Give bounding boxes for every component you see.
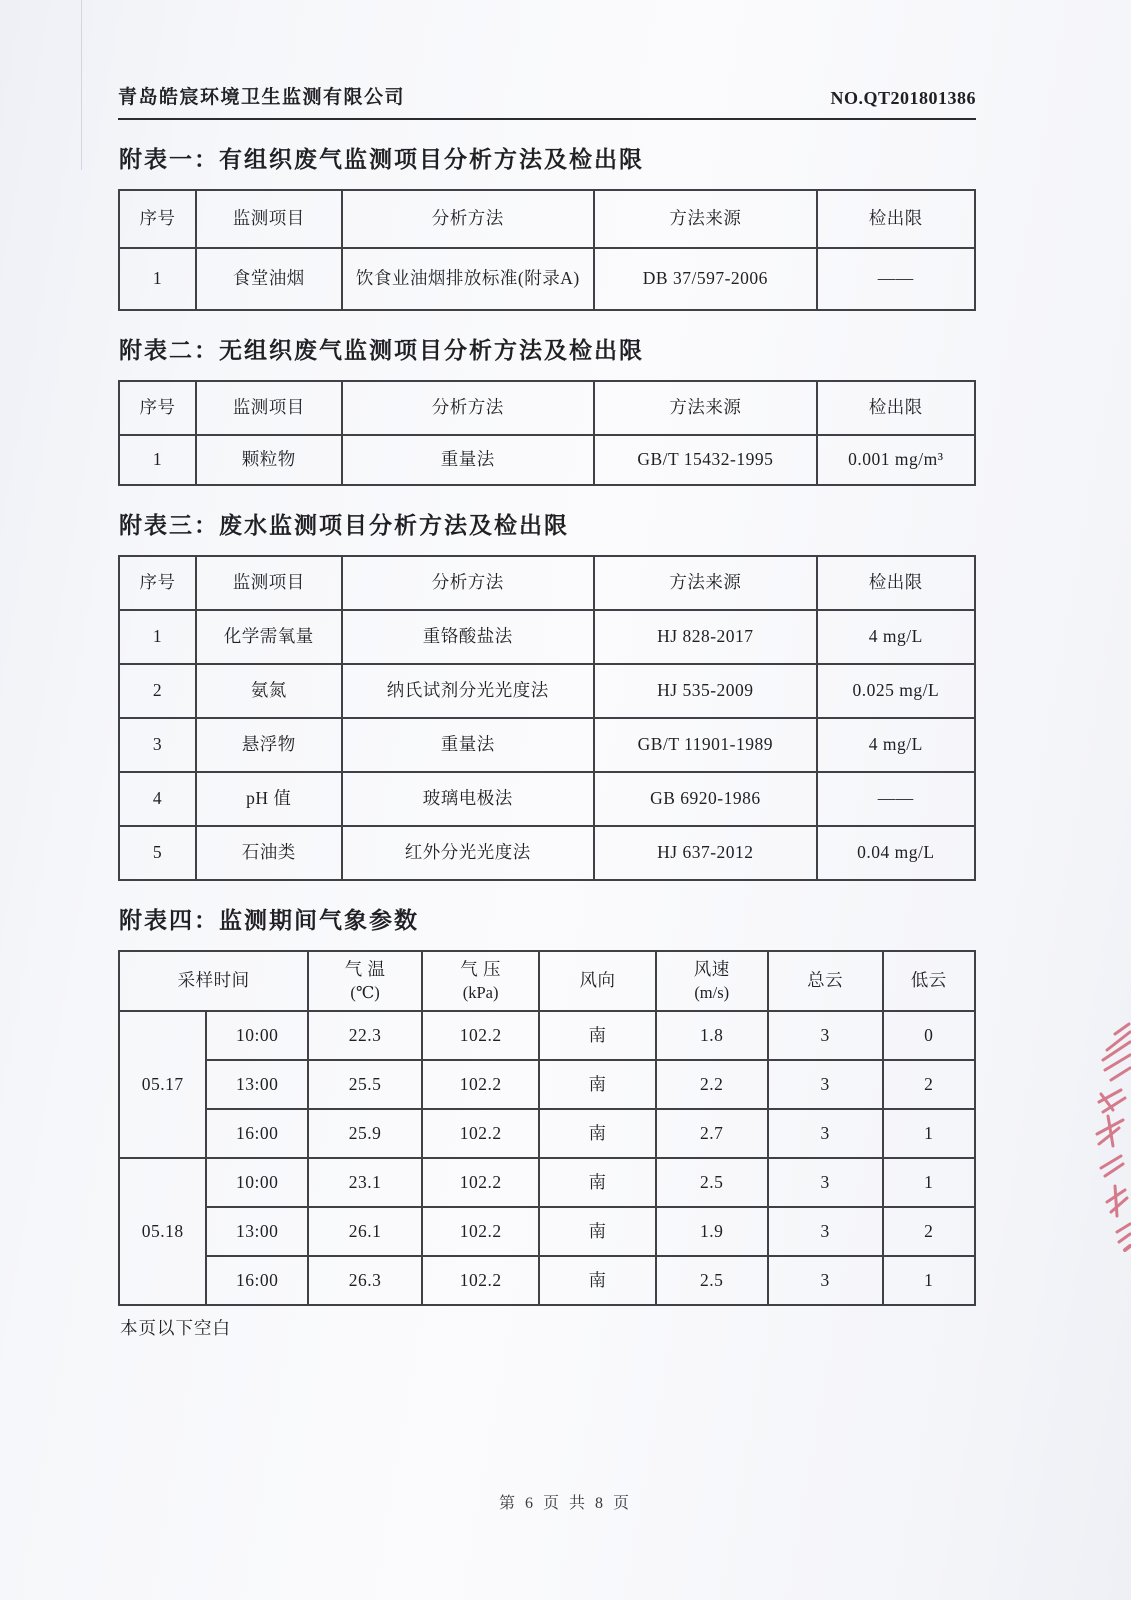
header-seq: 序号 [119, 190, 196, 248]
header-detection-limit: 检出限 [817, 190, 975, 248]
table-row [119, 1207, 975, 1256]
cell-temperature: 22.3 [308, 1011, 422, 1060]
cell-temperature: 23.1 [308, 1158, 422, 1207]
cell-temperature: 26.1 [308, 1207, 422, 1256]
cell-source: HJ 828-2017 [594, 610, 817, 664]
cell-temperature: 25.5 [308, 1060, 422, 1109]
cell-source: GB 6920-1986 [594, 772, 817, 826]
header-item: 监测项目 [196, 556, 342, 610]
header-wind-speed-label: 风速 [693, 958, 730, 979]
cell-source: GB/T 15432-1995 [594, 435, 817, 485]
header-source: 方法来源 [594, 190, 817, 248]
cell-temperature: 26.3 [308, 1256, 422, 1305]
report-number: NO.QT201801386 [830, 88, 976, 108]
cell-wind-speed: 2.2 [656, 1060, 768, 1109]
header-pressure-unit: (kPa) [462, 983, 499, 1003]
cell-detection-limit: 0.04 mg/L [817, 826, 975, 880]
cell-time: 16:00 [206, 1109, 308, 1158]
cell-method: 重量法 [342, 718, 595, 772]
header-sample-time: 采样时间 [119, 951, 308, 1011]
header-seq: 序号 [119, 381, 196, 435]
cell-time: 13:00 [206, 1060, 308, 1109]
cell-total-cloud: 3 [768, 1256, 883, 1305]
cell-low-cloud: 1 [883, 1109, 976, 1158]
cell-total-cloud: 3 [768, 1109, 883, 1158]
cell-seq: 1 [119, 435, 196, 485]
cell-low-cloud: 1 [883, 1256, 976, 1305]
cell-temperature: 25.9 [308, 1109, 422, 1158]
cell-item: 氨氮 [196, 664, 342, 718]
header-low-cloud: 低云 [883, 951, 976, 1011]
cell-wind-direction: 南 [539, 1011, 655, 1060]
table-row [119, 435, 975, 485]
table-row [119, 610, 975, 664]
cell-pressure: 102.2 [422, 1256, 539, 1305]
cell-item: 石油类 [196, 826, 342, 880]
table-row [119, 826, 975, 880]
section-title-1: 附表一：有组织废气监测项目分析方法及检出限 [119, 147, 644, 172]
cell-wind-direction: 南 [539, 1060, 655, 1109]
fugitive-exhaust-table [118, 380, 976, 486]
weather-table [118, 950, 976, 1306]
section-title-4: 附表四：监测期间气象参数 [119, 908, 419, 933]
red-stamp-fragment [1055, 1018, 1131, 1254]
cell-wind-speed: 2.5 [656, 1158, 768, 1207]
cell-item: pH 值 [196, 772, 342, 826]
cell-total-cloud: 3 [768, 1207, 883, 1256]
cell-source: HJ 535-2009 [594, 664, 817, 718]
cell-seq: 1 [119, 248, 196, 310]
header-wind-direction: 风向 [539, 951, 655, 1011]
cell-pressure: 102.2 [422, 1207, 539, 1256]
cell-method: 重铬酸盐法 [342, 610, 595, 664]
cell-source: HJ 637-2012 [594, 826, 817, 880]
header-pressure [422, 951, 539, 1011]
cell-detection-limit: —— [817, 772, 975, 826]
header-total-cloud: 总云 [768, 951, 883, 1011]
table-header-row [119, 381, 975, 435]
section-title-3: 附表三：废水监测项目分析方法及检出限 [119, 513, 569, 538]
header-item: 监测项目 [196, 190, 342, 248]
cell-item: 悬浮物 [196, 718, 342, 772]
page-number: 第 6 页 共 8 页 [498, 1495, 632, 1512]
cell-seq: 4 [119, 772, 196, 826]
table-row [119, 664, 975, 718]
cell-pressure: 102.2 [422, 1011, 539, 1060]
cell-pressure: 102.2 [422, 1060, 539, 1109]
cell-item: 颗粒物 [196, 435, 342, 485]
header-temperature-unit: (℃) [350, 983, 380, 1003]
cell-seq: 1 [119, 610, 196, 664]
cell-date: 05.17 [119, 1011, 206, 1158]
wastewater-table [118, 555, 976, 881]
cell-seq: 3 [119, 718, 196, 772]
cell-wind-speed: 2.5 [656, 1256, 768, 1305]
table-row [119, 248, 975, 310]
cell-time: 16:00 [206, 1256, 308, 1305]
cell-wind-speed: 2.7 [656, 1109, 768, 1158]
header-temperature [308, 951, 422, 1011]
cell-time: 10:00 [206, 1158, 308, 1207]
cell-detection-limit: —— [817, 248, 975, 310]
company-name: 青岛皓宸环境卫生监测有限公司 [118, 87, 406, 108]
cell-item: 食堂油烟 [196, 248, 342, 310]
table-row [119, 1256, 975, 1305]
cell-method: 玻璃电极法 [342, 772, 595, 826]
table-row [119, 772, 975, 826]
header-wind-speed [656, 951, 768, 1011]
cell-method: 饮食业油烟排放标准(附录A) [342, 248, 595, 310]
cell-seq: 2 [119, 664, 196, 718]
cell-time: 13:00 [206, 1207, 308, 1256]
cell-detection-limit: 0.025 mg/L [817, 664, 975, 718]
table-header-row [119, 556, 975, 610]
organized-exhaust-table [118, 189, 976, 311]
header-temperature-label: 气 温 [344, 958, 386, 979]
header-item: 监测项目 [196, 381, 342, 435]
header-method: 分析方法 [342, 381, 595, 435]
table-row [119, 1109, 975, 1158]
cell-detection-limit: 4 mg/L [817, 610, 975, 664]
page-content [118, 0, 976, 1340]
cell-wind-direction: 南 [539, 1207, 655, 1256]
cell-time: 10:00 [206, 1011, 308, 1060]
cell-wind-speed: 1.8 [656, 1011, 768, 1060]
header-method: 分析方法 [342, 190, 595, 248]
header-seq: 序号 [119, 556, 196, 610]
cell-low-cloud: 1 [883, 1158, 976, 1207]
section-title-2: 附表二：无组织废气监测项目分析方法及检出限 [119, 338, 644, 363]
cell-method: 纳氏试剂分光光度法 [342, 664, 595, 718]
header-source: 方法来源 [594, 381, 817, 435]
table-header-row [119, 951, 975, 1011]
cell-detection-limit: 0.001 mg/m³ [817, 435, 975, 485]
cell-source: DB 37/597-2006 [594, 248, 817, 310]
cell-source: GB/T 11901-1989 [594, 718, 817, 772]
cell-wind-direction: 南 [539, 1256, 655, 1305]
cell-low-cloud: 2 [883, 1060, 976, 1109]
header-detection-limit: 检出限 [817, 556, 975, 610]
header-source: 方法来源 [594, 556, 817, 610]
cell-wind-direction: 南 [539, 1109, 655, 1158]
cell-total-cloud: 3 [768, 1060, 883, 1109]
table-row [119, 1060, 975, 1109]
scan-artifact-line [81, 0, 82, 170]
header-method: 分析方法 [342, 556, 595, 610]
cell-method: 重量法 [342, 435, 595, 485]
cell-low-cloud: 0 [883, 1011, 976, 1060]
header-pressure-label: 气 压 [460, 958, 502, 979]
cell-method: 红外分光光度法 [342, 826, 595, 880]
cell-seq: 5 [119, 826, 196, 880]
cell-item: 化学需氧量 [196, 610, 342, 664]
document-header [118, 82, 976, 120]
table-header-row [119, 190, 975, 248]
cell-detection-limit: 4 mg/L [817, 718, 975, 772]
cell-wind-direction: 南 [539, 1158, 655, 1207]
cell-total-cloud: 3 [768, 1011, 883, 1060]
table-row [119, 1011, 975, 1060]
table-row [119, 718, 975, 772]
header-wind-speed-unit: (m/s) [694, 983, 730, 1003]
cell-low-cloud: 2 [883, 1207, 976, 1256]
cell-total-cloud: 3 [768, 1158, 883, 1207]
cell-pressure: 102.2 [422, 1109, 539, 1158]
table-row [119, 1158, 975, 1207]
header-detection-limit: 检出限 [817, 381, 975, 435]
cell-wind-speed: 1.9 [656, 1207, 768, 1256]
blank-below-note: 本页以下空白 [120, 1318, 231, 1338]
cell-date: 05.18 [119, 1158, 206, 1305]
cell-pressure: 102.2 [422, 1158, 539, 1207]
